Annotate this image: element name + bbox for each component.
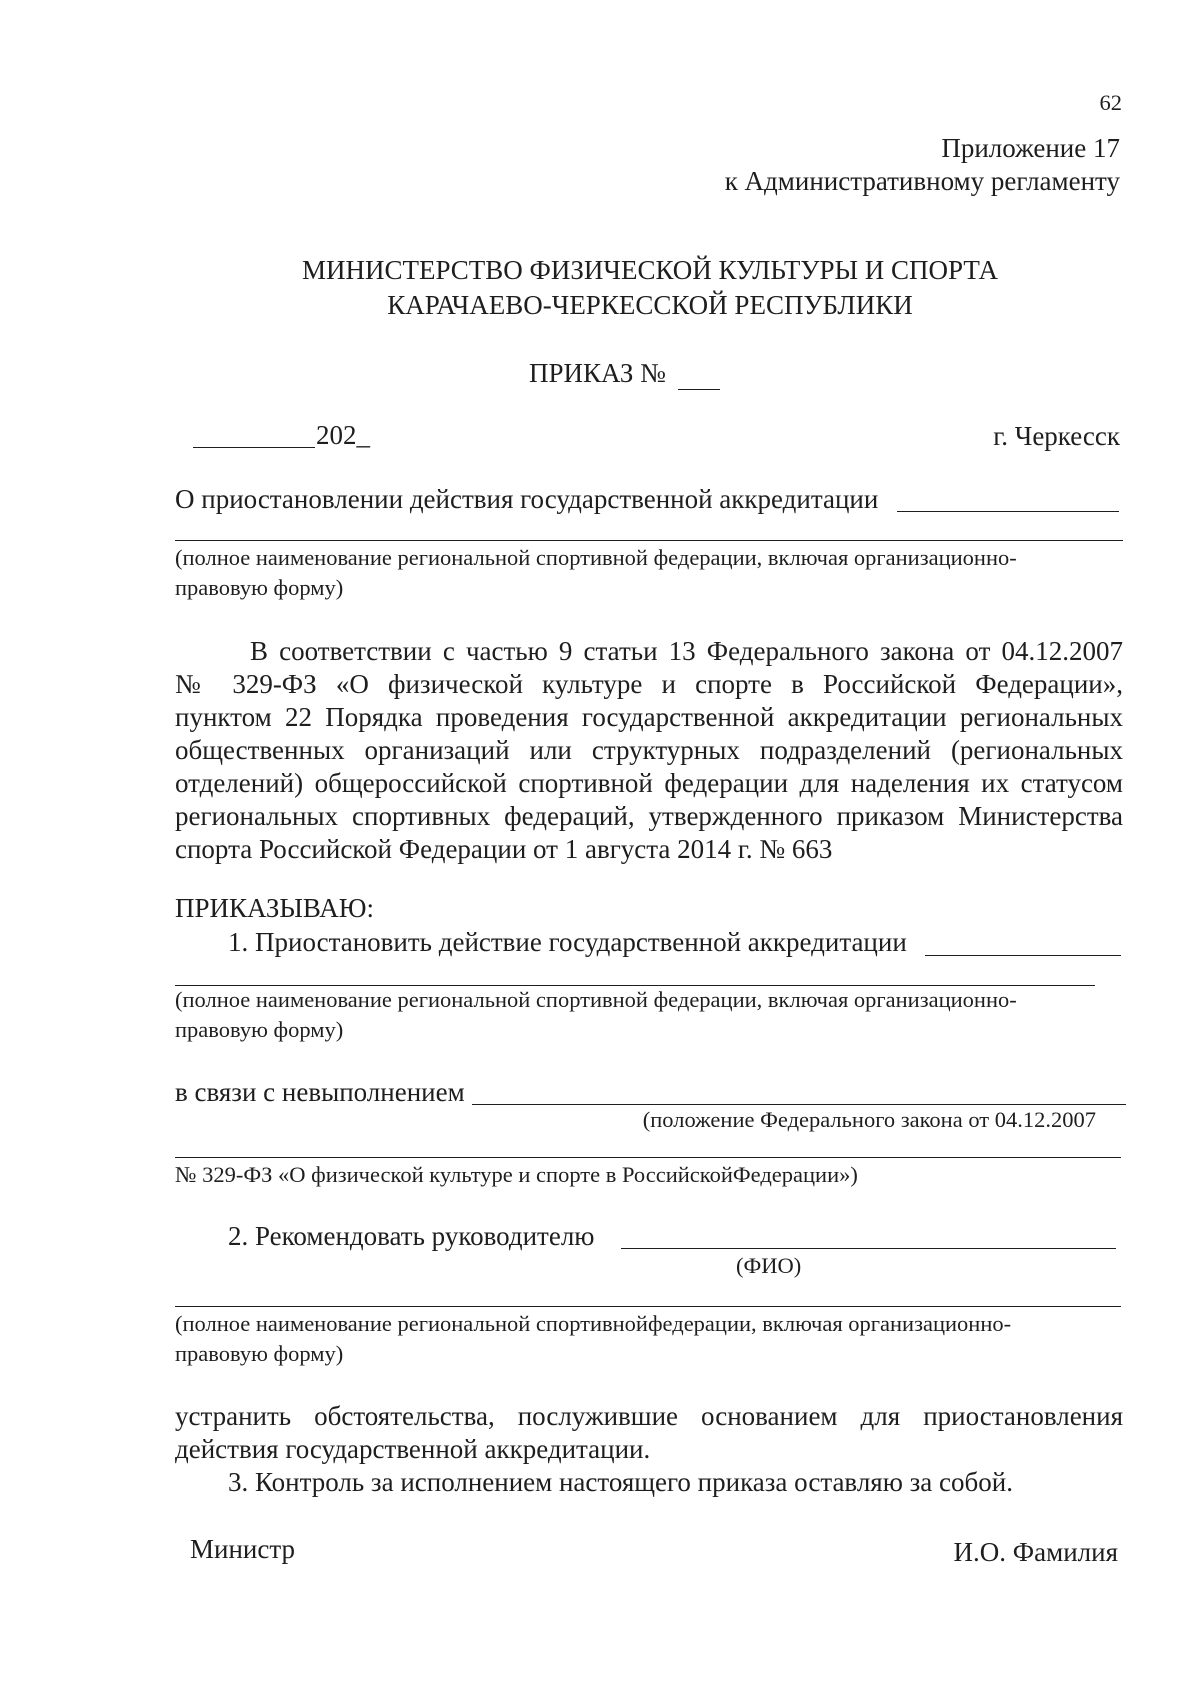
fio-note: (ФИО) <box>736 1253 802 1278</box>
law-note-line2: № 329-ФЗ «О физической культуре и спорте в РоссийскойФедерации») <box>175 1162 858 1187</box>
order-subject: О приостановлении действия государственной аккредитации <box>175 484 879 514</box>
fullname-note-3-line2: правовую форму) <box>175 1341 344 1366</box>
law-note-line1: (положение Федерального закона от 04.12.2007 <box>642 1107 1096 1132</box>
order-date-year: 202_ <box>316 420 370 450</box>
preamble-line-5: отделений) общероссийской спортивной федерации для наделения их статусом <box>175 768 1123 798</box>
fullname-note-3-line1: (полное наименование региональной спортивнойфедерации, включая организационно- <box>175 1311 1012 1336</box>
order-word: ПРИКАЗЫВАЮ: <box>175 893 374 923</box>
subject-blank <box>897 511 1119 512</box>
fullname-note-2-line1: (полное наименование региональной спортивной федерации, включая организационно- <box>175 987 1017 1012</box>
city: г. Черкесск <box>993 421 1120 451</box>
preamble-line-1: В соответствии с частью 9 статьи 13 Федерального закона от 04.12.2007 <box>250 636 1123 666</box>
appendix-label: Приложение 17 <box>941 133 1120 163</box>
date-blank <box>193 447 315 448</box>
item-2: 2. Рекомендовать руководителю <box>228 1221 595 1251</box>
item-1-blank <box>925 955 1121 956</box>
eliminate-line-1: устранить обстоятельства, послужившие основанием для приостановления <box>175 1401 1123 1431</box>
preamble-line-3: пунктом 22 Порядка проведения государственной аккредитации региональных <box>175 702 1123 732</box>
ministry-heading-line2: КАРАЧАЕВО-ЧЕРКЕССКОЙ РЕСПУБЛИКИ <box>387 290 913 320</box>
preamble-line-2: № 329-ФЗ «О физической культуре и спорте в Российской Федерации», <box>175 669 1123 699</box>
order-number-blank <box>678 389 720 390</box>
federation-name-blank <box>175 540 1123 541</box>
head-name-blank <box>621 1248 1116 1249</box>
fullname-note-2-line2: правовую форму) <box>175 1017 344 1042</box>
preamble-line-6: региональных спортивных федераций, утвержденного приказом Министерства <box>175 801 1123 831</box>
item-3: 3. Контроль за исполнением настоящего приказа оставляю за собой. <box>228 1467 1013 1497</box>
signatory-position: Министр <box>190 1534 295 1564</box>
appendix-regulation: к Административному регламенту <box>724 166 1120 196</box>
eliminate-line-2: действия государственной аккредитации. <box>175 1434 651 1464</box>
preamble-line-7: спорта Российской Федерации от 1 августа 2014 г. № 663 <box>175 834 833 864</box>
item-1: 1. Приостановить действие государственной аккредитации <box>228 927 907 957</box>
signatory-name: И.О. Фамилия <box>953 1537 1118 1567</box>
non-fulfillment-label: в связи с невыполнением <box>175 1077 465 1107</box>
fullname-note-line1: (полное наименование региональной спортивной федерации, включая организационно- <box>175 545 1017 570</box>
item-1-federation-blank <box>175 985 1095 986</box>
fullname-note-line2: правовую форму) <box>175 575 344 600</box>
law-provision-blank <box>175 1157 1121 1158</box>
item-2-federation-blank <box>175 1306 1121 1307</box>
ministry-heading-line1: МИНИСТЕРСТВО ФИЗИЧЕСКОЙ КУЛЬТУРЫ И СПОРТА <box>301 255 999 285</box>
non-fulfillment-blank <box>472 1104 1126 1105</box>
order-title: ПРИКАЗ № <box>529 358 666 388</box>
preamble-line-4: общественных организаций или структурных подразделений (региональных <box>175 735 1123 765</box>
page-number: 62 <box>1099 90 1122 115</box>
